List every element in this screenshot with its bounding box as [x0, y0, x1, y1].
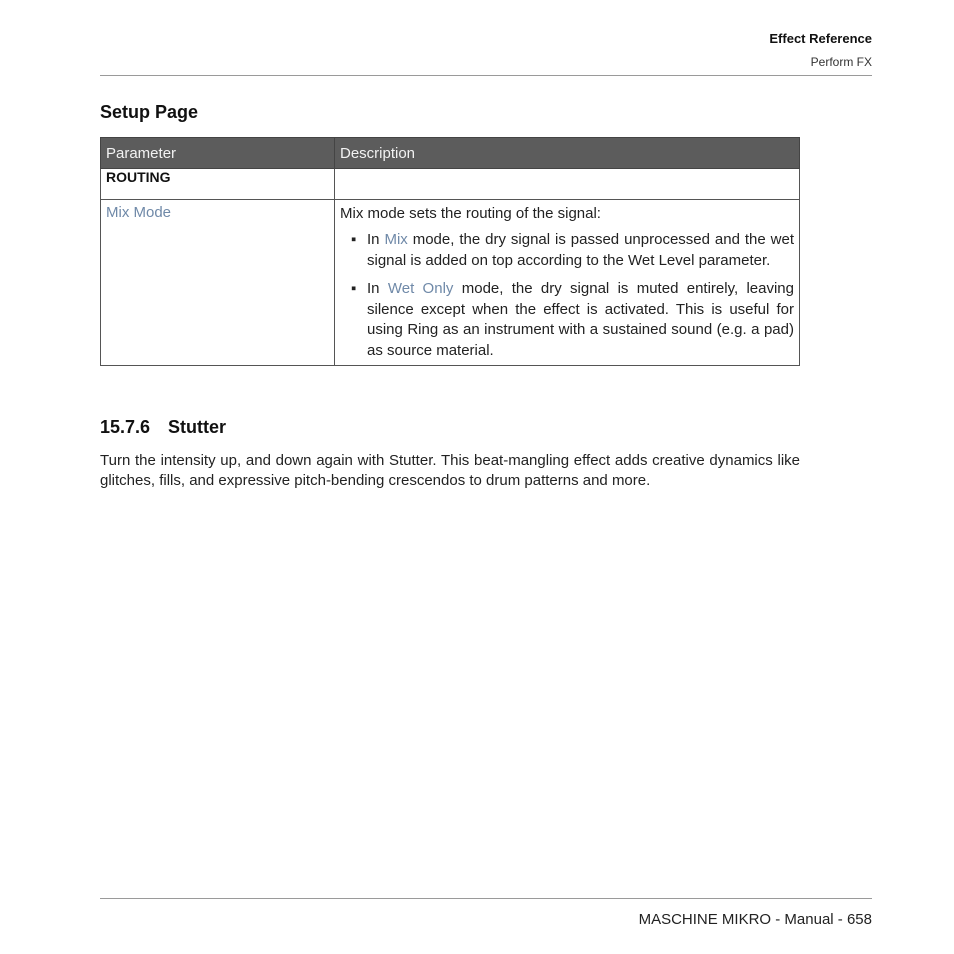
page-footer: MASCHINE MIKRO - Manual - 658 — [638, 911, 872, 928]
table-group-row — [101, 169, 800, 200]
mix-mode-link[interactable]: Mix Mode — [106, 204, 172, 221]
wet-only-keyword-link[interactable]: Wet Only — [387, 280, 454, 297]
parameter-cell — [101, 200, 335, 366]
bullet-icon: ▪ — [351, 231, 357, 248]
running-header-section: Effect Reference — [769, 31, 872, 46]
bullet-text-pre: In — [367, 280, 388, 297]
list-item — [340, 279, 794, 361]
group-label-cell — [101, 169, 335, 200]
running-header-subsection: Perform FX — [810, 55, 872, 69]
stutter-body-paragraph: Turn the intensity up, and down again with Stutter. This beat-mangling effect adds creative dynamics like glitches, fills, and expressive pitch-bending crescendos to drum patterns and more. — [100, 452, 800, 489]
description-intro: Mix mode sets the routing of the signal: — [340, 205, 601, 222]
group-empty-cell — [335, 169, 800, 200]
setup-page-heading: Setup Page — [100, 102, 199, 122]
bullet-icon: ▪ — [351, 280, 357, 297]
group-label-routing: ROUTING — [106, 169, 171, 185]
column-header-description: Description — [335, 138, 800, 169]
table-header-row — [101, 138, 800, 169]
section-title: Stutter — [168, 417, 226, 437]
column-header-parameter: Parameter — [101, 138, 335, 169]
bullet-text-post: mode, the dry signal is muted entirely, leaving silence except when the effect is activated. This is useful for using Ring as an instrument with a sustained sound (e.g. a pad) as source material. — [367, 280, 794, 359]
stutter-section-heading — [100, 417, 226, 438]
mix-keyword-link[interactable]: Mix — [384, 231, 408, 248]
parameter-table — [100, 137, 800, 366]
section-number: 15.7.6 — [100, 417, 151, 437]
description-cell — [335, 200, 800, 366]
header-divider — [100, 75, 872, 76]
bullet-text-pre: In — [367, 231, 385, 248]
list-item — [340, 230, 794, 271]
bullet-text-post: mode, the dry signal is passed unprocessed and the wet signal is added on top according to the Wet Level parameter. — [367, 231, 794, 269]
footer-divider — [100, 898, 872, 899]
table-row — [101, 200, 800, 366]
description-bullets — [340, 230, 794, 361]
